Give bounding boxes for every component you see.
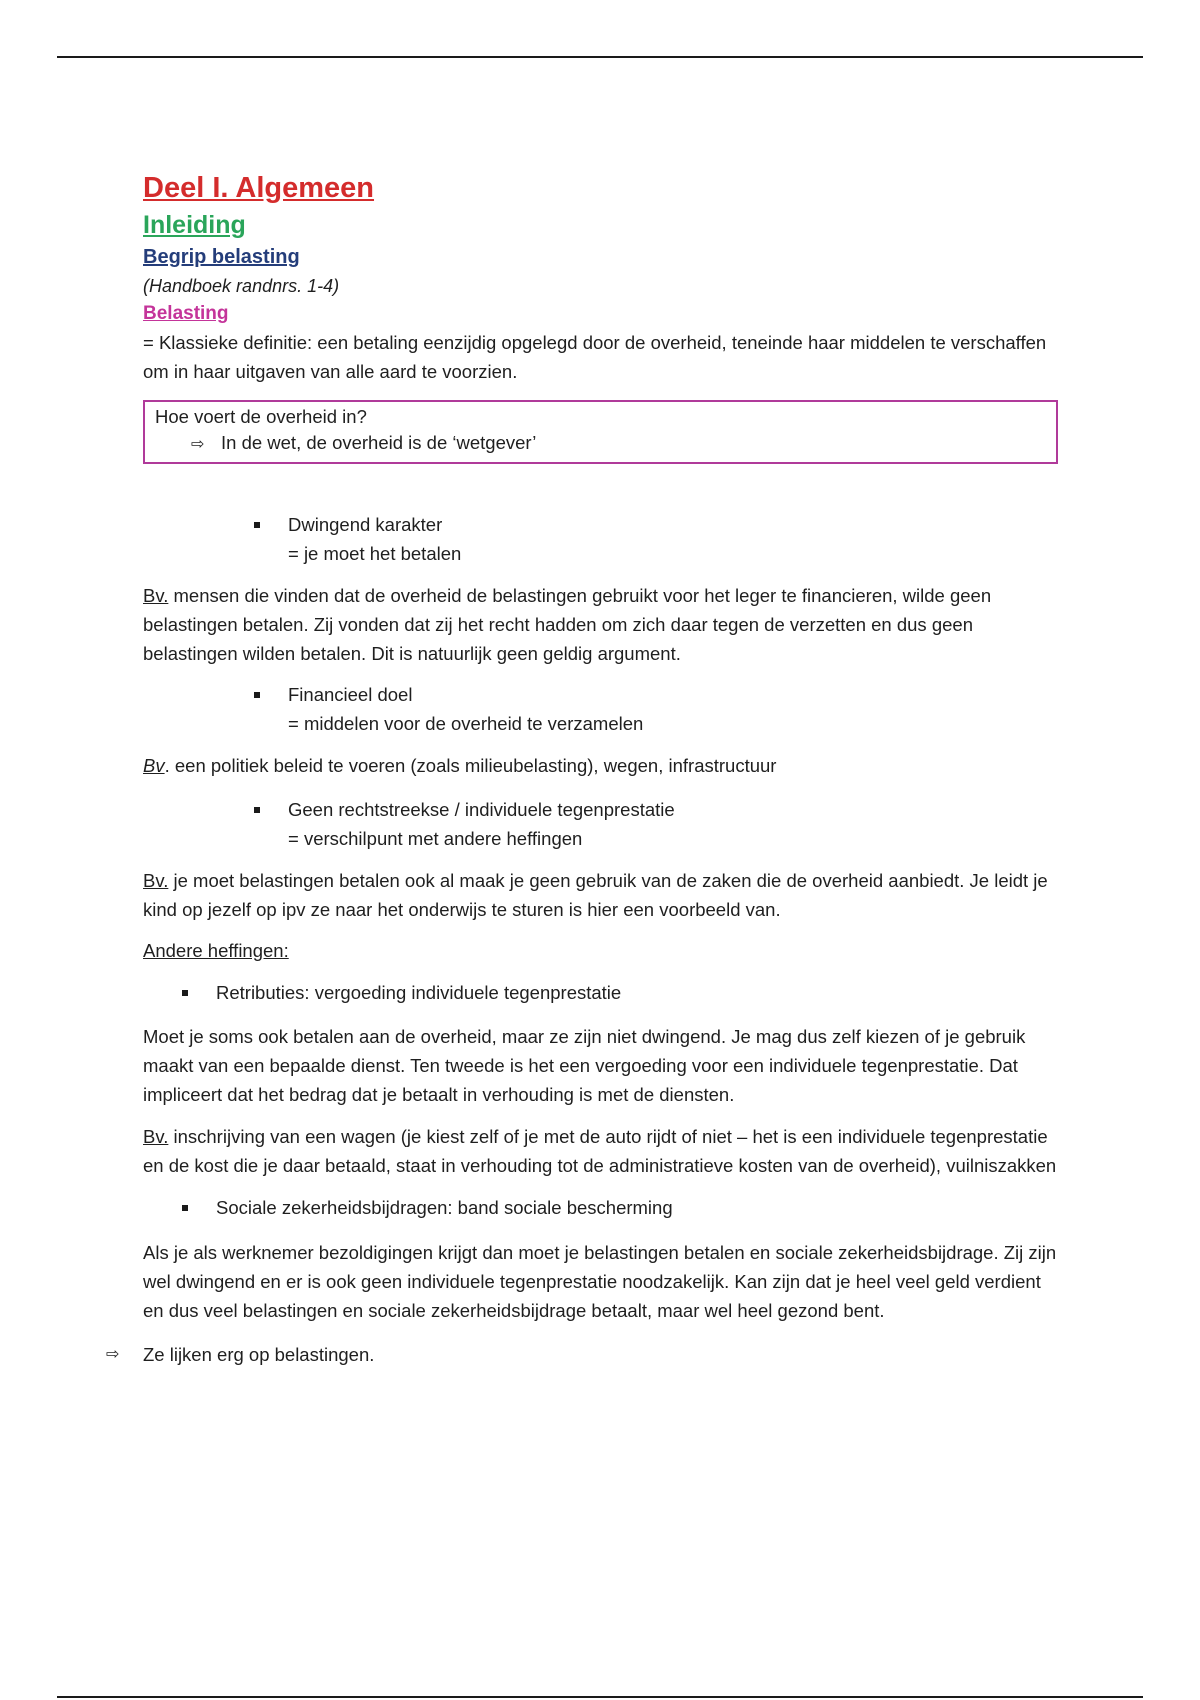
heading-part-1: Deel I. Algemeen <box>143 172 375 204</box>
arrow-right-icon: ⇨ <box>191 436 205 453</box>
characteristic-sub: = middelen voor de overheid te verzamelen <box>288 713 644 734</box>
square-bullet-icon <box>254 692 260 698</box>
characteristic-title: Dwingend karakter <box>288 514 443 535</box>
document-body <box>106 168 1058 1369</box>
box-answer: In de wet, de overheid is de ‘wetgever’ <box>221 432 537 453</box>
levy-title: Retributies: vergoeding individuele tegenprestatie <box>216 982 622 1003</box>
question-box <box>143 400 1058 464</box>
list-item-characteristic <box>288 795 1058 853</box>
characteristic-example <box>143 581 1058 668</box>
footer-rule <box>57 1696 1143 1698</box>
example-text: je moet belastingen betalen ook al maak je geen gebruik van de zaken die de overheid aanbiedt. Je leidt je kind op jezelf op ipv ze naar het onderwijs te sturen is hier een voorbeeld van. <box>143 870 1048 920</box>
characteristic-sub: = verschilpunt met andere heffingen <box>288 828 583 849</box>
example-prefix: Bv <box>143 755 165 776</box>
list-item-levy <box>216 978 1058 1007</box>
conclusion-line <box>106 1340 1058 1369</box>
conclusion-text: Ze lijken erg op belastingen. <box>143 1344 375 1365</box>
levy-title: Sociale zekerheidsbijdragen: band sociale bescherming <box>216 1197 673 1218</box>
heading-introduction: Inleiding <box>143 211 246 239</box>
example-prefix: Bv. <box>143 870 169 891</box>
classic-definition: = Klassieke definitie: een betaling eenzijdig opgelegd door de overheid, teneinde haar middelen te verschaffen om in haar uitgaven van alle aard te voorzien. <box>143 332 1047 382</box>
example-prefix: Bv. <box>143 1126 169 1147</box>
list-item-levy <box>216 1193 1058 1222</box>
square-bullet-icon <box>254 522 260 528</box>
characteristic-example <box>143 751 1058 780</box>
arrow-right-icon: ⇨ <box>106 1346 120 1363</box>
box-question: Hoe voert de overheid in? <box>155 406 367 427</box>
characteristic-title: Geen rechtstreekse / individuele tegenprestatie <box>288 799 675 820</box>
levy-example <box>143 1122 1058 1180</box>
square-bullet-icon <box>182 1205 188 1211</box>
box-answer-row <box>155 430 1046 458</box>
handbook-reference: (Handboek randnrs. 1-4) <box>143 276 340 296</box>
list-item-characteristic <box>288 510 1058 568</box>
list-item-characteristic <box>288 680 1058 738</box>
heading-concept-tax: Begrip belasting <box>143 246 300 268</box>
heading-other-levies: Andere heffingen: <box>143 940 289 961</box>
characteristic-title: Financieel doel <box>288 684 413 705</box>
levy-text: Als je als werknemer bezoldigingen krijgt dan moet je belastingen betalen en sociale zekerheidsbijdrage. Zij zijn wel dwingend en er is ook geen individuele tegenprestatie noodzakelijk. Kan zijn dat je heel veel geld verdient en dus veel belastingen en sociale zekerheidsbijdrage betaalt, maar wel heel gezond bent. <box>143 1242 1057 1321</box>
square-bullet-icon <box>254 807 260 813</box>
heading-tax: Belasting <box>143 303 229 324</box>
example-text: mensen die vinden dat de overheid de belastingen gebruikt voor het leger te financieren, wilde geen belastingen betalen. Zij vonden dat zij het recht hadden om zich daar tegen de verzetten en dus geen belastingen wilden betalen. Dit is natuurlijk geen geldig argument. <box>143 585 992 664</box>
example-text: . een politiek beleid te voeren (zoals milieubelasting), wegen, infrastructuur <box>164 755 777 776</box>
characteristic-example <box>143 866 1058 924</box>
example-prefix: Bv. <box>143 585 169 606</box>
square-bullet-icon <box>182 990 188 996</box>
header-rule <box>57 56 1143 58</box>
example-text: inschrijving van een wagen (je kiest zelf of je met de auto rijdt of niet – het is een individuele tegenprestatie en de kost die je daar betaald, staat in verhouding tot de administratieve kosten van de overheid), vuilniszakken <box>143 1126 1057 1176</box>
levy-text: Moet je soms ook betalen aan de overheid, maar ze zijn niet dwingend. Je mag dus zelf kiezen of je gebruik maakt van een bepaalde dienst. Ten tweede is het een vergoeding voor een individuele tegenprestatie. Dat impliceert dat het bedrag dat je betaalt in verhouding is met de diensten. <box>143 1026 1026 1105</box>
characteristic-sub: = je moet het betalen <box>288 543 462 564</box>
